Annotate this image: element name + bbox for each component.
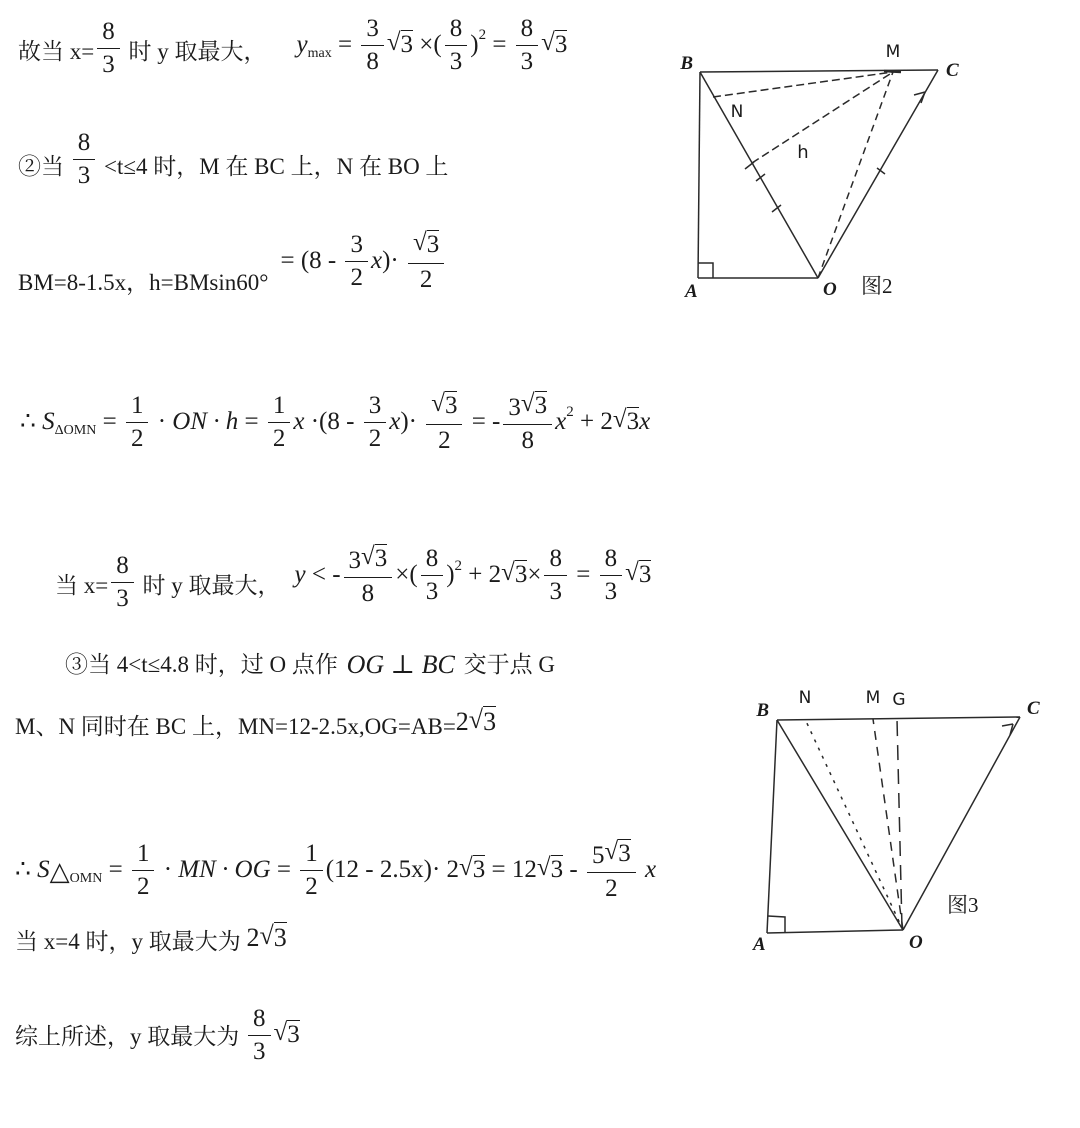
radicand: 3: [273, 923, 287, 952]
denominator: 2: [419, 265, 433, 293]
edge-AO: [767, 930, 903, 933]
radicand: 3: [534, 391, 548, 419]
radical-sign: √: [604, 837, 619, 865]
math-var: y: [296, 30, 308, 58]
statement-line-6: [65, 650, 555, 679]
subscript: max: [307, 45, 332, 61]
math-formula: [456, 706, 496, 737]
statement-line-10: [15, 1005, 300, 1065]
therefore-symbol: ∴: [20, 407, 43, 435]
sqrt: [541, 30, 567, 60]
label-O: O: [909, 932, 923, 953]
fraction: [126, 393, 149, 451]
math-var: S: [42, 407, 55, 435]
numerator: 1: [300, 841, 323, 871]
cn-text: M、N 同时在 BC 上，MN=12-2.5x,OG=AB=: [15, 714, 456, 740]
figure-2: [665, 25, 1015, 310]
math-op: ): [446, 560, 455, 588]
subscript: OMN: [69, 870, 103, 886]
right-angle-mark: [698, 263, 713, 278]
cn-text: 当 x=: [55, 572, 109, 598]
label-A: A: [753, 934, 766, 955]
math-op: ×(: [413, 30, 442, 58]
fraction: [268, 393, 291, 451]
math-op: + 2: [462, 560, 502, 588]
fraction: [364, 393, 387, 451]
statement-line-3: [18, 230, 447, 296]
sqrt: [431, 391, 457, 421]
label-O: O: [823, 279, 837, 300]
fraction: [97, 19, 120, 77]
radicand: 3: [472, 856, 486, 884]
numerator: 8: [97, 19, 120, 49]
radicand: 3: [626, 408, 640, 436]
label-B: B: [680, 53, 693, 74]
edge-OC: [818, 70, 938, 278]
radicand: 3: [514, 561, 528, 589]
denominator: 2: [272, 424, 286, 452]
math-op: =: [569, 560, 597, 588]
cn-text: <t≤4 时，M 在 BC 上，N 在 BO 上: [98, 153, 449, 179]
radicand: 3: [426, 231, 440, 258]
figure-caption: 图3: [947, 893, 979, 917]
sqrt: [501, 560, 527, 590]
math-var: MN · OG: [178, 855, 271, 883]
fraction: [600, 546, 623, 604]
math-op: =: [331, 30, 359, 58]
radical-sign: √: [520, 389, 535, 417]
statement-line-7: [15, 706, 496, 741]
statement-line-9: [15, 922, 287, 956]
numerator: 8: [248, 1006, 271, 1036]
fraction: [111, 553, 134, 611]
radicand: 3: [287, 1021, 300, 1049]
denominator: 2: [305, 872, 318, 900]
superscript: 2: [454, 557, 463, 574]
math-op: < -: [305, 560, 341, 588]
cn-text: BM=8-1.5x，h=BMsin60°: [18, 269, 269, 295]
math-var: x: [638, 855, 657, 883]
statement-line-1: [18, 15, 568, 78]
numerator: 8: [111, 553, 134, 583]
right-angle-mark: [768, 916, 785, 933]
radical-sign: √: [541, 29, 555, 57]
label-C: C: [946, 60, 959, 81]
radicand: 3: [400, 31, 414, 59]
math-op: (12 - 2.5x)· 2: [325, 855, 460, 883]
fraction: [248, 1006, 271, 1064]
coefficient: 2: [246, 922, 260, 952]
math-op: =: [270, 855, 298, 883]
sqrt: [361, 544, 387, 574]
formula-line-8: [15, 836, 656, 904]
numerator: [426, 391, 462, 425]
denominator: 2: [438, 426, 451, 454]
radicand: 3: [444, 391, 458, 419]
point-M-marker: [884, 71, 901, 72]
math-var: x: [639, 407, 651, 435]
math-op: = 12: [485, 855, 537, 883]
label-h: h: [797, 142, 809, 163]
fraction: [344, 544, 393, 606]
label-B: B: [756, 700, 769, 721]
sqrt: [521, 391, 547, 421]
fraction: [300, 841, 323, 899]
fraction: [445, 16, 468, 74]
radical-sign: √: [468, 705, 484, 734]
radical-sign: √: [386, 29, 401, 57]
numerator: 3: [345, 232, 368, 262]
radical-sign: √: [413, 229, 427, 256]
radical-sign: √: [431, 389, 445, 417]
radicand: 3: [374, 545, 388, 572]
denominator: 3: [102, 50, 115, 78]
numerator: 8: [544, 546, 567, 576]
denominator: 2: [136, 872, 150, 900]
math-var: y: [294, 560, 306, 588]
math-var: x: [555, 407, 567, 435]
fraction: [421, 546, 444, 604]
edge-BC: [700, 70, 938, 72]
radicand: 3: [618, 839, 631, 867]
denominator: 3: [449, 47, 463, 75]
math-var: x: [293, 407, 305, 435]
fraction: [361, 16, 384, 74]
sqrt: [413, 230, 439, 260]
cn-text: ③当 4<t≤4.8 时，过 O 点作: [65, 652, 344, 678]
cn-text: 综上所述，y 取最大为: [15, 1023, 245, 1049]
fraction: [408, 230, 444, 292]
denominator: 2: [605, 874, 618, 902]
math-var: x: [370, 246, 383, 274]
math-op: ×: [527, 560, 542, 588]
segment-NM: [713, 72, 893, 97]
radical-sign: √: [612, 406, 627, 434]
numerator: [503, 391, 552, 425]
math-var: ON · h: [172, 407, 239, 435]
denominator: 3: [253, 1037, 266, 1065]
math-op: )·: [400, 407, 424, 435]
radical-sign: √: [273, 1019, 288, 1047]
fraction: [132, 841, 155, 899]
math-formula: [294, 544, 651, 606]
label-C: C: [1027, 698, 1040, 719]
label-M: M: [885, 42, 901, 62]
radicand: 3: [554, 31, 568, 59]
math-op: ×(: [395, 560, 418, 588]
cn-text: 时 y 取最大，: [136, 572, 281, 598]
superscript: 2: [478, 27, 487, 44]
figure-caption: 图2: [861, 274, 893, 298]
sqrt: [604, 839, 630, 869]
radical-sign: √: [361, 543, 375, 570]
radical-sign: √: [625, 559, 639, 587]
denominator: 3: [604, 577, 618, 605]
numerator: 3: [364, 393, 387, 423]
fraction: [587, 839, 636, 901]
label-N: N: [798, 688, 812, 708]
denominator: 3: [549, 577, 562, 605]
coefficient: 2: [455, 706, 469, 736]
cn-text: 交于点 G: [457, 652, 555, 678]
numerator: 8: [600, 546, 623, 576]
denominator: 3: [520, 47, 534, 75]
fraction: [516, 16, 539, 74]
numerator: [587, 839, 636, 873]
cn-text: 当 x=4 时，y 取最大为: [15, 929, 247, 955]
triangle-symbol: △: [49, 857, 70, 887]
radicand: 3: [483, 707, 497, 736]
sqrt: [469, 706, 496, 737]
math-op: ·(8 -: [304, 407, 361, 435]
math-op: ): [470, 30, 479, 58]
segment-hM: [752, 72, 893, 163]
numerator: 8: [516, 16, 539, 46]
denominator: 8: [366, 47, 379, 75]
radical-sign: √: [459, 854, 473, 882]
sqrt: [274, 1020, 300, 1050]
segment-OM: [818, 72, 893, 278]
math-op: + 2: [573, 407, 613, 435]
label-N: N: [730, 102, 744, 122]
numerator: [344, 544, 393, 578]
coefficient: 5: [591, 842, 605, 870]
numerator: 8: [421, 546, 444, 576]
tick-mark: [756, 174, 765, 181]
numerator: 3: [361, 16, 384, 46]
denominator: 8: [521, 426, 534, 454]
math-op: ·: [157, 855, 179, 883]
math-var: OG ⊥ BC: [346, 650, 455, 679]
figure-3: [715, 660, 1060, 965]
numerator: 1: [126, 393, 149, 423]
fraction: [73, 130, 96, 188]
sqrt: [625, 560, 651, 590]
math-var: x: [389, 407, 401, 435]
math-op: -: [563, 855, 584, 883]
edge-BC: [777, 717, 1020, 720]
math-formula: [246, 922, 286, 953]
math-formula: [296, 16, 567, 74]
math-op: =: [102, 855, 129, 883]
denominator: 3: [425, 577, 439, 605]
numerator: 1: [132, 841, 155, 871]
fraction: [345, 232, 368, 290]
math-op: )·: [382, 246, 405, 274]
math-op: =: [96, 407, 123, 435]
radical-sign: √: [259, 921, 274, 950]
edge-BA: [767, 720, 777, 933]
math-formula: [280, 230, 447, 292]
subscript: ΔOMN: [54, 422, 97, 438]
coefficient: 3: [508, 394, 521, 422]
sqrt: [259, 922, 286, 953]
radical-sign: √: [501, 559, 515, 587]
fraction: [544, 546, 567, 604]
label-A: A: [685, 281, 698, 302]
cn-text: 时 y 取最大，: [122, 38, 267, 64]
statement-line-5: [55, 543, 652, 612]
statement-line-2: [18, 129, 449, 189]
numerator: [408, 230, 444, 264]
therefore-symbol: ∴: [15, 855, 38, 883]
sqrt: [459, 855, 485, 885]
coefficient: 3: [348, 547, 362, 575]
edge-BA: [698, 72, 700, 278]
math-op: = (8 -: [280, 246, 343, 274]
math-formula: [245, 1006, 300, 1064]
edge-OB: [777, 720, 903, 930]
sqrt: [537, 855, 563, 885]
math-op: ·: [151, 407, 173, 435]
denominator: 3: [116, 584, 129, 612]
numerator: 1: [268, 393, 291, 423]
denominator: 2: [368, 424, 382, 452]
fraction: [426, 391, 462, 453]
denominator: 8: [361, 579, 375, 607]
superscript: 2: [566, 404, 574, 421]
numerator: 8: [73, 130, 96, 160]
label-M: M: [865, 688, 881, 708]
math-op: =: [486, 30, 513, 58]
denominator: 3: [77, 161, 91, 189]
denominator: 2: [130, 424, 144, 452]
sqrt: [613, 407, 639, 437]
numerator: 8: [445, 16, 468, 46]
cn-text: ②当: [18, 153, 70, 179]
math-op: =: [238, 407, 265, 435]
sqrt: [387, 30, 413, 60]
label-G: G: [892, 690, 906, 710]
math-op: = -: [465, 407, 501, 435]
denominator: 2: [350, 263, 363, 291]
radicand: 3: [638, 561, 652, 589]
cn-text: 故当 x=: [18, 38, 95, 64]
formula-line-4: [20, 388, 650, 456]
radical-sign: √: [536, 854, 551, 882]
fraction: [503, 391, 552, 453]
tick-mark: [745, 162, 754, 169]
radicand: 3: [550, 856, 564, 884]
segment-ON: [805, 719, 903, 930]
edge-OB: [700, 72, 818, 278]
math-var: S: [37, 855, 50, 883]
